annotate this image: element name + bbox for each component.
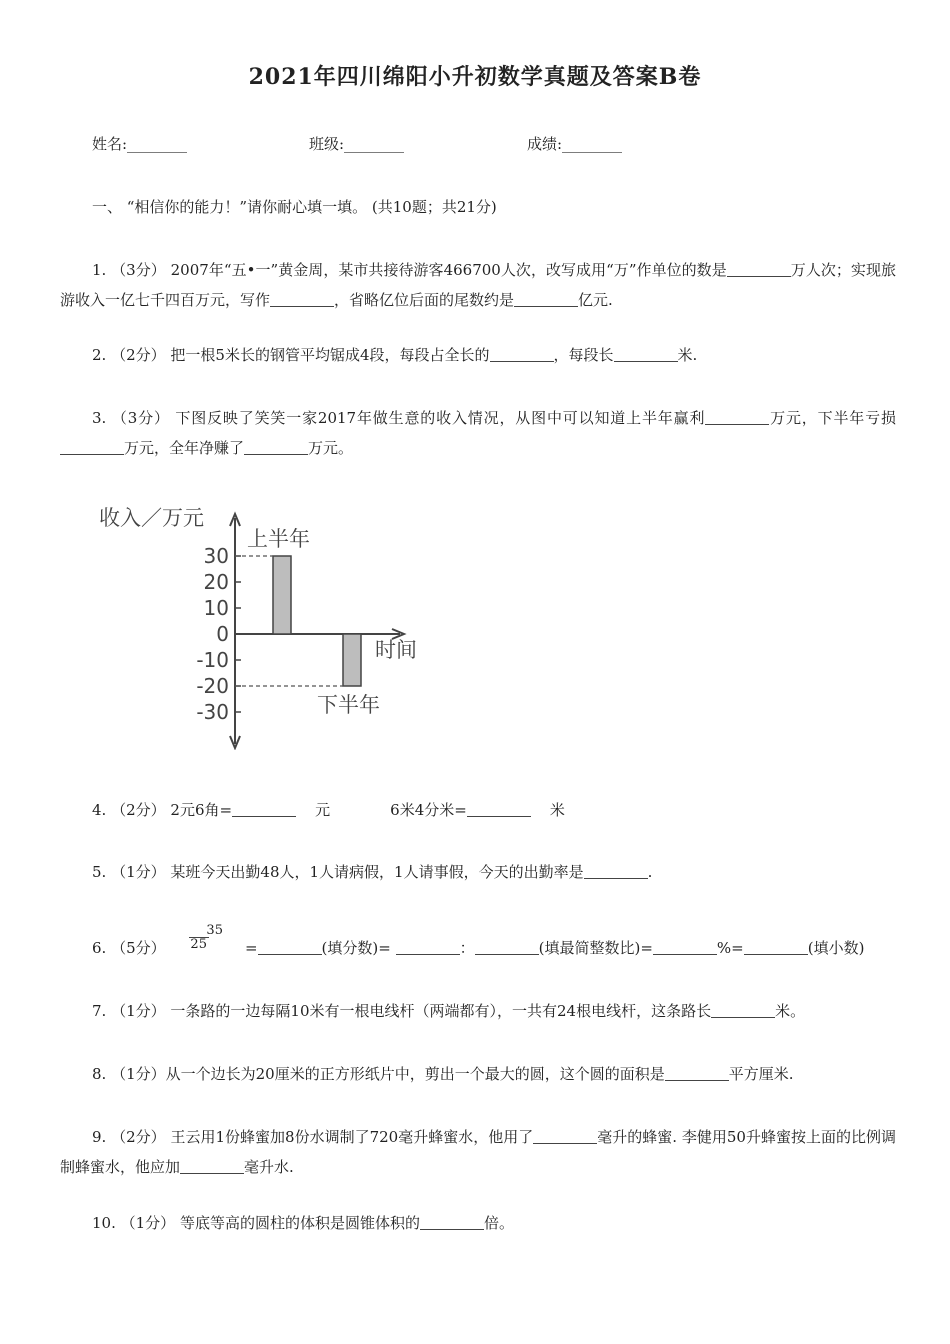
answer-blank[interactable] (270, 290, 334, 307)
y-axis-label: 收入／万元 (99, 506, 204, 530)
question-text: %= (716, 939, 744, 957)
question-score: （2分） (111, 346, 166, 364)
question-text: (填小数) (807, 939, 865, 957)
question-number: 9. (92, 1128, 107, 1146)
question-text: ，省略亿位后面的尾数约是 (334, 291, 515, 309)
answer-blank[interactable] (396, 938, 460, 955)
question-text: 一条路的一边每隔10米有一根电线杆（两端都有），一共有24根电线杆，这条路长 (170, 1002, 712, 1020)
question-text: 元 (315, 801, 331, 819)
question-number: 1. (92, 261, 107, 279)
answer-blank[interactable] (653, 938, 717, 955)
question-5 (60, 857, 896, 887)
question-text: 从一个边长为20厘米的正方形纸片中，剪出一个最大的圆，这个圆的面积是 (165, 1065, 665, 1083)
question-text: 下图反映了笑笑一家2017年做生意的收入情况，从图中可以知道上半年赢利 (175, 409, 706, 427)
question-text: 亿元. (578, 291, 613, 309)
question-text: 2007年“五•一”黄金周，某市共接待游客466700人次，改写成用“万”作单位的数是 (170, 261, 727, 279)
answer-blank[interactable] (180, 1157, 244, 1174)
question-text: ，每段长 (553, 346, 614, 364)
answer-blank[interactable] (467, 800, 531, 817)
question-text: 倍。 (483, 1214, 514, 1232)
question-4 (60, 795, 896, 825)
question-score: （2分） (111, 801, 166, 819)
fraction-denominator: 25 (190, 936, 207, 952)
bar-first-half (273, 556, 291, 634)
bar-category-label: 上半年 (247, 527, 310, 551)
question-number: 4. (92, 801, 107, 819)
question-score: （3分） (111, 409, 170, 427)
answer-blank[interactable] (614, 345, 678, 362)
answer-blank[interactable] (244, 438, 308, 455)
question-text: 米。 (775, 1002, 806, 1020)
y-tick-label: 10 (203, 596, 229, 620)
answer-blank[interactable] (727, 260, 791, 277)
y-tick-label: -20 (196, 674, 229, 698)
answer-blank[interactable] (514, 290, 578, 307)
question-text: 万人次；实现旅游收入一亿七千四百万元，写作 (60, 261, 896, 309)
answer-blank[interactable] (705, 408, 769, 425)
y-tick-label: -30 (196, 700, 229, 724)
bar-second-half (343, 634, 361, 686)
question-text: 某班今天出勤48人，1人请病假，1人请事假，今天的出勤率是 (170, 863, 584, 881)
answer-blank[interactable] (665, 1064, 729, 1081)
question-2 (60, 340, 896, 370)
question-6 (60, 922, 896, 963)
question-number: 3. (92, 409, 107, 427)
question-text: (填分数)= (321, 939, 391, 957)
question-text: 平方厘米. (728, 1065, 794, 1083)
question-score: （5分） (111, 939, 166, 957)
question-text: . (647, 863, 653, 881)
question-7 (60, 996, 896, 1026)
question-number: 8. (92, 1065, 107, 1083)
income-bar-chart (95, 500, 435, 750)
section-heading: 一、 “相信你的能力！”请你耐心填一填。 (共10题；共21分) (92, 198, 497, 216)
question-number: 7. (92, 1002, 107, 1020)
question-score: （1分） (120, 1214, 176, 1232)
question-text: 毫升的蜂蜜. 李健用50升蜂蜜按上面的比例调制蜂蜜水，他应加 (60, 1128, 896, 1176)
fraction-numerator: 35 (206, 922, 223, 938)
question-text: 等底等高的圆柱的体积是圆锥体积的 (179, 1214, 420, 1232)
name-field[interactable]: 姓名:________ (92, 135, 188, 153)
question-text: = (244, 939, 258, 957)
answer-blank[interactable] (258, 938, 322, 955)
question-text: 万元，全年净赚了 (124, 439, 245, 457)
question-text: ： (459, 939, 475, 957)
question-score: （2分） (111, 1128, 166, 1146)
question-text: 米. (677, 346, 698, 364)
y-tick-label: 0 (216, 622, 229, 646)
question-text: 6米4分米= (390, 801, 467, 819)
question-8 (60, 1059, 896, 1089)
answer-blank[interactable] (744, 938, 808, 955)
question-number: 2. (92, 346, 107, 364)
y-tick-label: 30 (203, 544, 229, 568)
question-number: 6. (92, 939, 107, 957)
question-text: 米 (549, 801, 565, 819)
question-number: 5. (92, 863, 107, 881)
question-text: 把一根5米长的钢管平均锯成4段，每段占全长的 (170, 346, 490, 364)
answer-blank[interactable] (584, 862, 648, 879)
score-field[interactable]: 成绩:________ (527, 135, 623, 153)
question-score: （1分） (111, 863, 166, 881)
chart-bars (235, 527, 380, 717)
class-field[interactable]: 班级:________ (309, 135, 405, 153)
page-title: 2021年四川绵阳小升初数学真题及答案B卷 (248, 64, 702, 90)
answer-blank[interactable] (475, 938, 539, 955)
question-9 (60, 1122, 896, 1182)
question-text: 万元，下半年亏损 (769, 409, 896, 427)
question-text: 王云用1份蜂蜜加8份水调制了720毫升蜂蜜水，他用了 (170, 1128, 534, 1146)
answer-blank[interactable] (60, 438, 124, 455)
y-tick-label: 20 (203, 570, 229, 594)
fraction (174, 924, 223, 951)
question-text: 2元6角= (170, 801, 233, 819)
answer-blank[interactable] (490, 345, 554, 362)
question-number: 10. (92, 1214, 116, 1232)
question-text: (填最简整数比)= (538, 939, 653, 957)
answer-blank[interactable] (232, 800, 296, 817)
question-score: （3分） (111, 261, 166, 279)
question-text: 毫升水. (244, 1158, 294, 1176)
y-tick-label: -10 (196, 648, 229, 672)
question-text: 万元。 (308, 439, 354, 457)
answer-blank[interactable] (711, 1001, 775, 1018)
question-score: （1分） (111, 1065, 166, 1083)
question-1 (60, 255, 896, 315)
answer-blank[interactable] (533, 1127, 597, 1144)
question-3 (60, 403, 896, 463)
question-10 (60, 1208, 896, 1238)
answer-blank[interactable] (420, 1213, 484, 1230)
x-axis-label: 时间 (375, 638, 417, 662)
bar-category-label: 下半年 (317, 693, 380, 717)
question-score: （1分） (111, 1002, 166, 1020)
